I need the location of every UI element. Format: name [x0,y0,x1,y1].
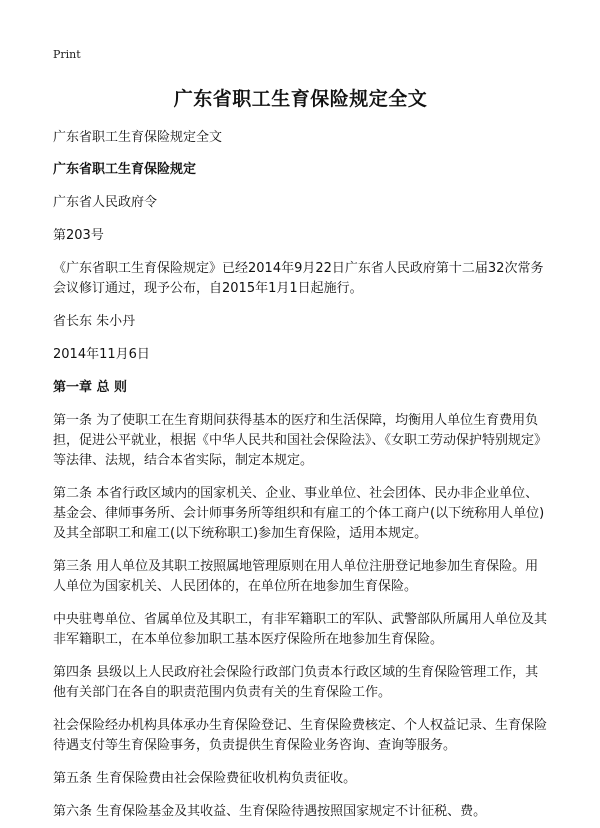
paragraph-subtitle: 广东省职工生育保险规定全文 [53,130,223,145]
article-4: 第四条 县级以上人民政府社会保险行政部门负责本行政区域的生育保险管理工作，其他有关部门在各自的职责范围内负责有关的生育保险工作。 [53,665,539,700]
paragraph-date: 2014年11月6日 [53,347,150,362]
article-6: 第六条 生育保险基金及其收益、生育保险待遇按照国家规定不计征税、费。 [53,804,487,819]
article-5: 第五条 生育保险费由社会保险费征收机构负责征收。 [53,771,357,786]
print-label: Print [53,48,81,61]
page-title: 广东省职工生育保险规定全文 [173,88,428,110]
paragraph-promulgation: 《广东省职工生育保险规定》已经2014年9月22日广东省人民政府第十二届32次常务会议修订通过，现予公布，自2015年1月1日起施行。 [53,261,544,296]
paragraph-order-number: 第203号 [53,228,104,243]
article-3-clause-2: 中央驻粤单位、省属单位及其职工，有非军籍职工的军队、武警部队所属用人单位及其非军籍职工，在本单位参加职工基本医疗保险所在地参加生育保险。 [53,612,548,647]
article-3: 第三条 用人单位及其职工按照属地管理原则在用人单位注册登记地参加生育保险。用人单位为国家机关、人民团体的，在单位所在地参加生育保险。 [53,559,539,594]
chapter-heading: 第一章 总 则 [53,380,128,395]
article-4-clause-2: 社会保险经办机构具体承办生育保险登记、生育保险费核定、个人权益记录、生育保险待遇支付等生育保险事务，负责提供生育保险业务咨询、查询等服务。 [53,718,548,753]
paragraph-issuer: 广东省人民政府令 [53,195,158,210]
paragraph-regulation-name: 广东省职工生育保险规定 [53,162,197,177]
article-2: 第二条 本省行政区域内的国家机关、企业、事业单位、社会团体、民办非企业单位、基金会、律师事务所、会计师事务所等组织和有雇工的个体工商户(以下统称用人单位)及其全部职工和雇工(以下统称职工)参加生育保险，适用本规定。 [53,486,545,541]
article-1: 第一条 为了使职工在生育期间获得基本的医疗和生活保障，均衡用人单位生育费用负担，促进公平就业，根据《中华人民共和国社会保险法》、《女职工劳动保护特别规定》等法律、法规，结合本省实际，制定本规定。 [53,413,548,468]
paragraph-signatory: 省长东 朱小丹 [53,314,136,329]
